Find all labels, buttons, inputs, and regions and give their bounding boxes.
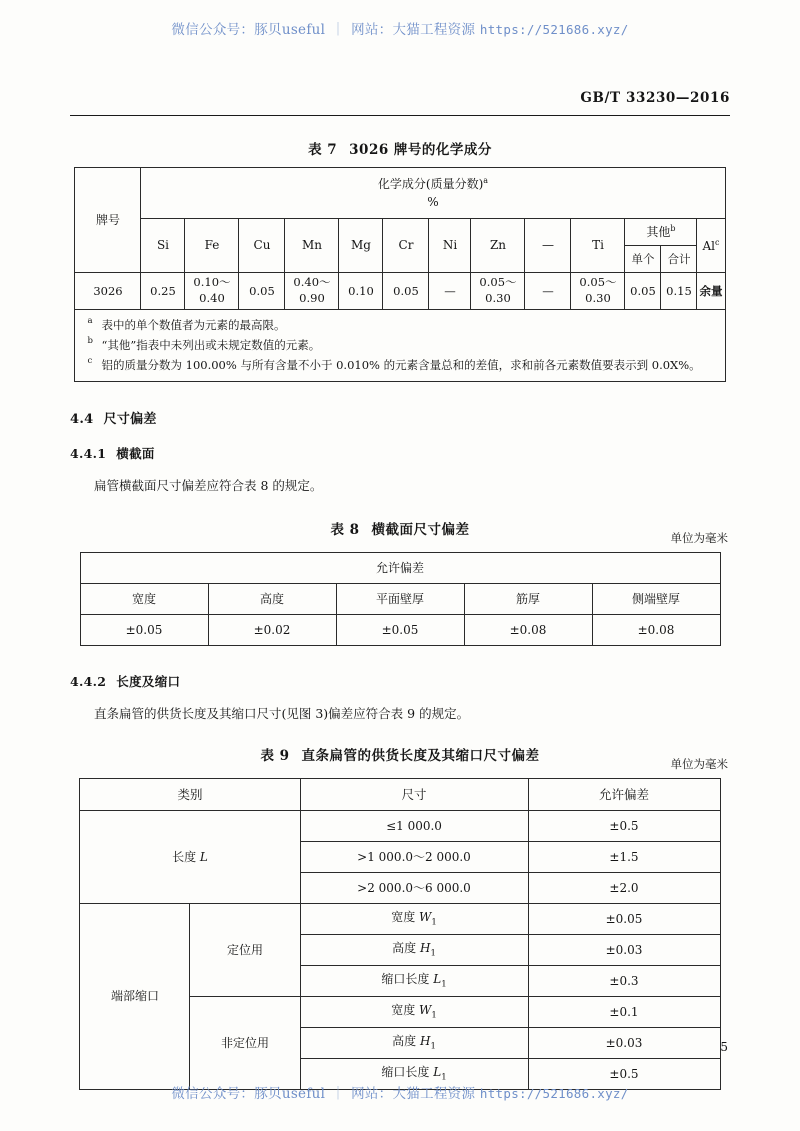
- table-row: [75, 273, 725, 310]
- table7-cell-mg: 0.10: [339, 273, 383, 310]
- table9-header-row: [80, 779, 720, 811]
- table8-unit-note: 单位为毫米: [670, 531, 728, 546]
- table9-size-pos-l1-prefix: 缩口长度: [381, 972, 434, 987]
- table-row: [80, 615, 720, 646]
- table9-size-nonpos-w1-symbol: W: [419, 1003, 432, 1018]
- table9-size-pos-h1: [300, 935, 528, 966]
- table7-col-zn: Zn: [471, 219, 525, 273]
- table7-header-composition: [141, 168, 725, 219]
- table9-tol-length-1: ±0.5: [528, 811, 720, 842]
- table7-cell-ti: [571, 273, 625, 310]
- watermark-separator: ｜: [331, 22, 346, 38]
- table7-note-b: [85, 335, 716, 355]
- table9-size-nonpos-h1: [300, 1028, 528, 1059]
- table7-cell-fe-from: 0.10～: [193, 275, 231, 290]
- watermark-url: https://521686.xyz/: [479, 22, 629, 37]
- table7-cell-mn: [285, 273, 339, 310]
- header-rule: [70, 115, 730, 116]
- watermark-site-label: 网站：: [351, 22, 393, 38]
- table9-size-pos-w1: [300, 904, 528, 935]
- table9-size-pos-l1: [300, 966, 528, 997]
- table9-group-shrink: 端部缩口: [80, 904, 190, 1090]
- table7-cell-others-total: 0.15: [661, 273, 697, 310]
- watermark-wechat-label: 微信公众号：: [171, 22, 255, 38]
- section-4-4-2-title: 长度及缩口: [116, 674, 181, 690]
- table9-tol-nonpos-l1: ±0.5: [528, 1059, 720, 1090]
- watermark-site-value: 大猫工程资源: [392, 22, 476, 38]
- table9-tol-pos-w1: ±0.05: [528, 904, 720, 935]
- table9-size-pos-w1-symbol: W: [419, 910, 432, 925]
- table7-col-others-label: 其他: [646, 225, 671, 239]
- table9-size-pos-w1-prefix: 宽度: [391, 910, 420, 925]
- table9: [79, 778, 720, 1090]
- watermark-bottom-wechat-value: 豚贝useful: [254, 1086, 326, 1102]
- table9-size-length-1: ≤1 000.0: [300, 811, 528, 842]
- table8-span-header: 允许偏差: [80, 553, 720, 584]
- table7-col-dash: —: [525, 219, 571, 273]
- table9-col-size: 尺寸: [300, 779, 528, 811]
- table8-header-row: [80, 584, 720, 615]
- table9-group-length-text: 长度: [172, 849, 200, 864]
- table9-size-pos-w1-sub: 1: [431, 917, 437, 928]
- table7-note-b-text: “其他”指表中未列出或未规定数值的元素。: [101, 338, 321, 353]
- table7-header-row-2: [75, 219, 725, 246]
- section-4-4-2-body: 直条扁管的供货长度及其缩口尺寸(见图 3)偏差应符合表 9 的规定。: [94, 706, 470, 722]
- table7-cell-fe-to: 0.40: [199, 291, 225, 305]
- table8-span-header-row: [80, 553, 720, 584]
- table7-cell-mn-from: 0.40～: [293, 275, 331, 290]
- table9-col-tolerance: 允许偏差: [528, 779, 720, 811]
- table7-note-c-mark: c: [87, 356, 93, 367]
- table9-unit-note: 单位为毫米: [670, 757, 728, 772]
- section-4-4-number: 4.4: [70, 412, 94, 428]
- table9-subgroup-non-positioning: 非定位用: [190, 997, 300, 1090]
- table8-value-rib: ±0.08: [464, 615, 592, 646]
- table7-note-c-text: 铝的质量分数为 100.00% 与所有含量不小于 0.010% 的元素含量总和的差值，求和前各元素数值要表示到 0.0X%。: [101, 358, 701, 373]
- table9-group-length-symbol: L: [199, 849, 208, 864]
- table7-cell-ti-to: 0.30: [585, 291, 611, 305]
- watermark-bottom-wechat-label: 微信公众号：: [171, 1086, 255, 1102]
- table9-col-category: 类别: [80, 779, 300, 811]
- table7-col-al-label: Al: [702, 238, 715, 253]
- table7-col-others-total: 合计: [661, 246, 697, 273]
- table7-cell-ti-from: 0.05～: [579, 275, 617, 290]
- watermark-bottom: [0, 1082, 800, 1102]
- table7-header-composition-line1: 化学成分(质量分数): [377, 177, 484, 191]
- table7-cell-ni: —: [429, 273, 471, 310]
- table7-title-label: 表 7: [308, 142, 338, 158]
- table8-col-flat-wall: 平面壁厚: [336, 584, 464, 615]
- table7-notes-row: [75, 310, 725, 382]
- table8-title-text: 横截面尺寸偏差: [371, 522, 470, 539]
- table9-group-length: [80, 811, 300, 904]
- table7-col-others: [625, 219, 697, 246]
- table9-tol-length-2: ±1.5: [528, 842, 720, 873]
- table7-header-composition-line2: %: [427, 195, 439, 209]
- section-heading-4-4: [70, 408, 730, 427]
- table7-col-others-single: 单个: [625, 246, 661, 273]
- section-4-4-1-title: 横截面: [116, 446, 155, 462]
- page-number: 5: [720, 1040, 728, 1054]
- table8-col-side-wall: 侧端壁厚: [592, 584, 720, 615]
- table7-col-cu: Cu: [239, 219, 285, 273]
- table9-size-pos-l1-sub: 1: [441, 979, 447, 990]
- table7-note-c: [85, 355, 716, 375]
- table7-cell-dash: —: [525, 273, 571, 310]
- table9-size-pos-h1-symbol: H: [419, 941, 431, 956]
- table7-col-ni: Ni: [429, 219, 471, 273]
- table-row: [80, 811, 720, 842]
- table7-col-mn: Mn: [285, 219, 339, 273]
- watermark-bottom-url: https://521686.xyz/: [479, 1086, 629, 1101]
- table7-col-mg: Mg: [339, 219, 383, 273]
- table7-header-row-1: [75, 168, 725, 219]
- table9-size-nonpos-h1-sub: 1: [430, 1041, 436, 1052]
- table7-cell-cu: 0.05: [239, 273, 285, 310]
- table7-cell-mn-to: 0.90: [299, 291, 325, 305]
- table9-size-nonpos-l1-prefix: 缩口长度: [381, 1065, 434, 1080]
- table7-col-fe: Fe: [185, 219, 239, 273]
- table8-col-rib: 筋厚: [464, 584, 592, 615]
- table9-size-pos-h1-sub: 1: [430, 948, 436, 959]
- table9-subgroup-positioning: 定位用: [190, 904, 300, 997]
- watermark-bottom-site-label: 网站：: [351, 1086, 393, 1102]
- table9-size-nonpos-l1-symbol: L: [433, 1065, 442, 1080]
- table9-size-nonpos-w1-prefix: 宽度: [391, 1003, 420, 1018]
- table9-size-nonpos-h1-prefix: 高度: [392, 1034, 420, 1049]
- table8-value-width: ±0.05: [80, 615, 208, 646]
- table7-cell-al: 余量: [697, 273, 725, 310]
- table9-title-label: 表 9: [260, 748, 290, 765]
- watermark-top: [0, 18, 800, 38]
- table8-col-height: 高度: [208, 584, 336, 615]
- section-heading-4-4-2: [70, 672, 730, 690]
- section-heading-4-4-1: [70, 444, 730, 462]
- table7-cell-zn: [471, 273, 525, 310]
- table9-tol-length-3: ±2.0: [528, 873, 720, 904]
- standard-number: GB/T 33230—2016: [580, 90, 730, 106]
- section-4-4-1-number: 4.4.1: [70, 446, 107, 462]
- table9-size-pos-l1-symbol: L: [433, 972, 442, 987]
- table9-size-nonpos-w1-sub: 1: [431, 1010, 437, 1021]
- table8-col-width: 宽度: [80, 584, 208, 615]
- table7-cell-fe: [185, 273, 239, 310]
- table7-col-al: [697, 219, 725, 273]
- table9-size-pos-h1-prefix: 高度: [392, 941, 420, 956]
- table7-note-b-mark: b: [87, 336, 93, 347]
- watermark-bottom-site-value: 大猫工程资源: [392, 1086, 476, 1102]
- table8-title-label: 表 8: [330, 522, 360, 539]
- page-content: [70, 130, 730, 1090]
- section-4-4-1-body: 扁管横截面尺寸偏差应符合表 8 的规定。: [94, 478, 323, 494]
- section-4-4-2-number: 4.4.2: [70, 674, 107, 690]
- table7-title: [70, 138, 730, 158]
- watermark-bottom-separator: ｜: [331, 1086, 346, 1102]
- section-4-4-title: 尺寸偏差: [103, 412, 157, 428]
- table9-tol-nonpos-w1: ±0.1: [528, 997, 720, 1028]
- table9-size-length-2: >1 000.0～2 000.0: [300, 842, 528, 873]
- table8-value-height: ±0.02: [208, 615, 336, 646]
- watermark-wechat-value: 豚贝useful: [254, 22, 326, 38]
- table9-size-length-3: >2 000.0～6 000.0: [300, 873, 528, 904]
- table9-tol-pos-h1: ±0.03: [528, 935, 720, 966]
- table9-size-nonpos-l1-sub: 1: [441, 1072, 447, 1083]
- table7-cell-grade: 3026: [75, 273, 141, 310]
- table7-col-si: Si: [141, 219, 185, 273]
- table7-cell-cr: 0.05: [383, 273, 429, 310]
- table9-size-nonpos-w1: [300, 997, 528, 1028]
- table7-col-cr: Cr: [383, 219, 429, 273]
- table8-value-flat-wall: ±0.05: [336, 615, 464, 646]
- table7-header-composition-sup: a: [483, 176, 489, 185]
- table7-cell-zn-to: 0.30: [485, 291, 511, 305]
- table8: [80, 552, 721, 646]
- table7-note-a-mark: a: [87, 316, 93, 326]
- table7-notes: [75, 310, 725, 382]
- table-row: [80, 904, 720, 935]
- table7-cell-zn-from: 0.05～: [479, 275, 517, 290]
- table7-note-a: [85, 315, 716, 335]
- table7-title-text: 3026 牌号的化学成分: [349, 142, 492, 158]
- table9-size-nonpos-h1-symbol: H: [419, 1034, 431, 1049]
- table7-col-others-sup: b: [670, 224, 676, 233]
- table9-tol-nonpos-h1: ±0.03: [528, 1028, 720, 1059]
- table9-tol-pos-l1: ±0.3: [528, 966, 720, 997]
- table7-header-grade: 牌号: [75, 168, 141, 273]
- table7-note-a-text: 表中的单个数值者为元素的最高限。: [101, 318, 286, 332]
- table9-title-text: 直条扁管的供货长度及其缩口尺寸偏差: [301, 748, 540, 765]
- table7-cell-others-single: 0.05: [625, 273, 661, 310]
- table7-cell-si: 0.25: [141, 273, 185, 310]
- table7: [74, 167, 725, 382]
- table7-col-ti: Ti: [571, 219, 625, 273]
- table7-col-al-sup: c: [715, 237, 720, 247]
- table8-value-side-wall: ±0.08: [592, 615, 720, 646]
